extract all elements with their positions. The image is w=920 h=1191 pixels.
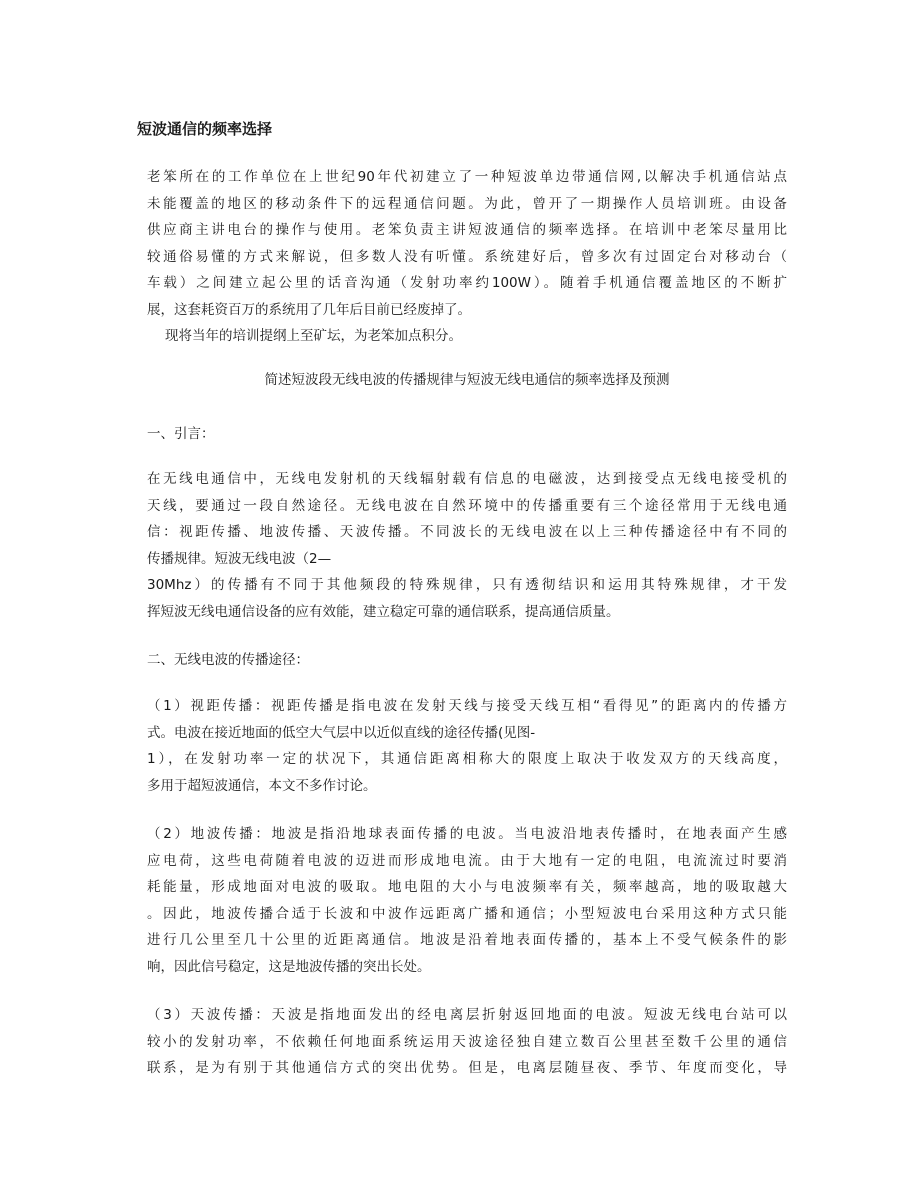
- ground-wave-line: 进行几公里至几十公里的近距离通信。地波是沿着地表面传播的，基本上不受气候条件的影: [147, 932, 787, 948]
- ground-wave-paragraph: [147, 821, 787, 980]
- ground-wave-line: 应电荷，这些电荷随着电波的迈进而形成地电流。由于大地有一定的电阻，电流流过时要消: [147, 852, 787, 869]
- line-of-sight-paragraph: [147, 693, 787, 799]
- section1-line: 传播规律。短波无线电波（2—: [147, 550, 332, 567]
- intro-line: 较通俗易懂的方式来解说，但多数人没有听懂。系统建好后，曾多次有过固定台对移动台（: [147, 248, 787, 265]
- section1-paragraph: [147, 466, 787, 625]
- document-subtitle: 简述短波段无线电波的传播规律与短波无线电通信的频率选择及预测: [264, 372, 670, 388]
- line-of-sight-line: 式。电波在接近地面的低空大气层中以近似直线的途径传播(见图-: [147, 724, 536, 741]
- section1-line: 在无线电通信中，无线电发射机的天线辐射载有信息的电磁波，达到接受点无线电接受机的: [147, 471, 787, 487]
- ground-wave-line: 响，因此信号稳定，这是地波传播的突出长处。: [147, 958, 431, 975]
- line-of-sight-line: （1）视距传播：视距传播是指电波在发射天线与接受天线互相“看得见”的距离内的传播方: [147, 698, 787, 714]
- section1-line: 30Mhz）的传播有不同于其他频段的特殊规律，只有透彻结识和运用其特殊规律，才干发: [147, 577, 787, 593]
- ground-wave-line: 耗能量，形成地面对电波的吸取。地电阻的大小与电波频率有关，频率越高，地的吸取越大: [147, 879, 787, 895]
- intro-line: 供应商主讲电台的操作与使用。老笨负责主讲短波通信的频率选择。在培训中老笨尽量用比: [147, 222, 787, 238]
- section1-line: 挥短波无线电通信设备的应有效能，建立稳定可靠的通信联系，提高通信质量。: [147, 603, 620, 620]
- intro-note: 现将当年的培训提纲上至矿坛，为老笨加点积分。: [165, 328, 462, 344]
- intro-line: 未能覆盖的地区的移动条件下的远程通信问题。为此，曾开了一期操作人员培训班。由设备: [147, 195, 787, 212]
- intro-line: 展，这套耗资百万的系统用了几年后目前已经废掉了。: [147, 301, 471, 318]
- intro-paragraph: [147, 164, 787, 350]
- intro-line: 老笨所在的工作单位在上世纪90年代初建立了一种短波单边带通信网,以解决手机通信站点: [147, 169, 787, 185]
- line-of-sight-line: 多用于超短波通信，本文不多作讨论。: [147, 777, 377, 794]
- line-of-sight-line: 1），在发射功率一定的状况下，其通信距离相称大的限度上取决于收发双方的天线高度，: [147, 751, 787, 767]
- ground-wave-line: （2）地波传播：地波是指沿地球表面传播的电波。当电波沿地表传播时，在地表面产生感: [147, 826, 787, 842]
- sky-wave-paragraph: [147, 1002, 787, 1082]
- section-heading-propagation: 二、无线电波的传播途径：: [147, 652, 309, 668]
- intro-line: 车载）之间建立起公里的话音沟通（发射功率约100W）。随着手机通信覆盖地区的不断扩: [147, 275, 787, 291]
- document-title: 短波通信的频率选择: [137, 120, 273, 138]
- section-heading-intro: 一、引言：: [147, 426, 215, 442]
- sky-wave-line: （3）天波传播：天波是指地面发出的经电离层折射返回地面的电波。短波无线电台站可以: [147, 1007, 787, 1023]
- ground-wave-line: 。因此，地波传播合适于长波和中波作远距离广播和通信；小型短波电台采用这种方式只能: [147, 905, 787, 922]
- sky-wave-line: 较小的发射功率，不依赖任何地面系统运用天波途径独自建立数百公里甚至数千公里的通信: [147, 1033, 787, 1050]
- sky-wave-line: 联系，是为有别于其他通信方式的突出优势。但是，电离层随昼夜、季节、年度而变化，导: [147, 1060, 787, 1076]
- section1-line: 信：视距传播、地波传播、天波传播。不同波长的无线电波在以上三种传播途径中有不同的: [147, 524, 787, 540]
- section1-line: 天线，要通过一段自然途径。无线电波在自然环境中的传播重要有三个途径常用于无线电通: [147, 497, 787, 514]
